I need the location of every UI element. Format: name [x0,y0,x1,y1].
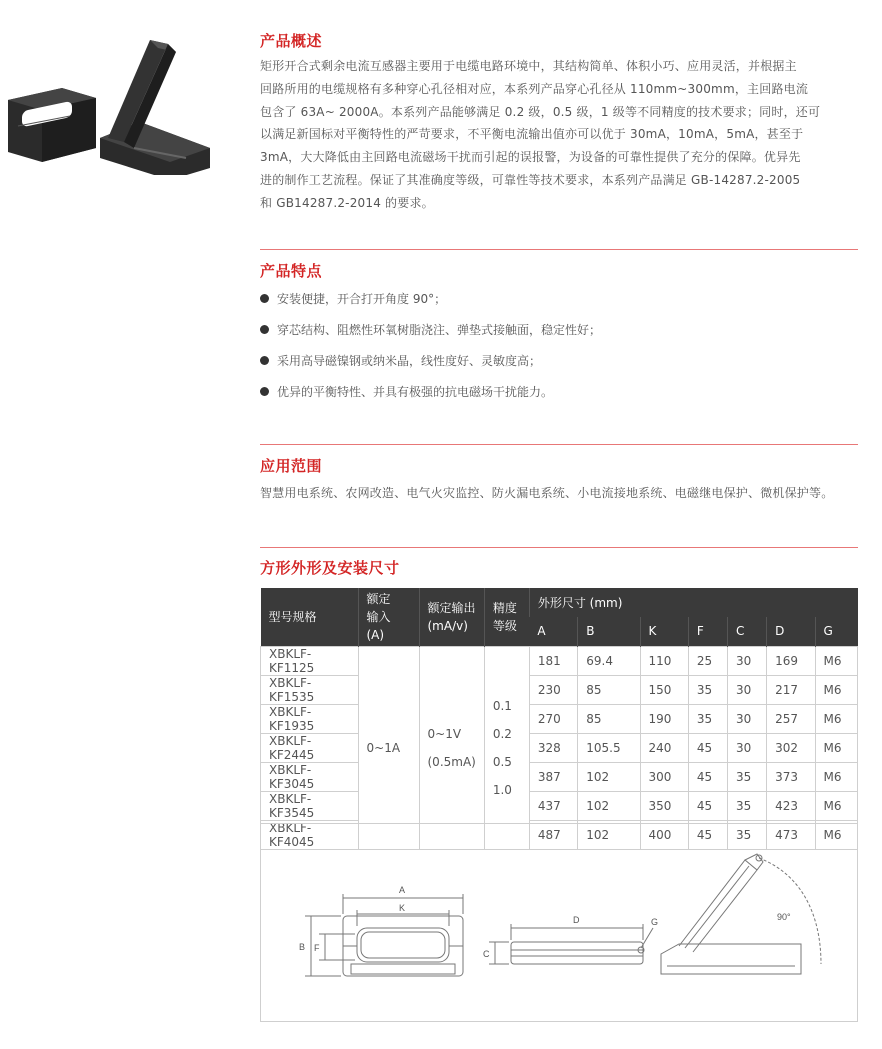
table-row [261,791,858,820]
cell-c: 30 [728,733,767,762]
overview-line: 矩形开合式剩余电流互感器主要用于电缆电路环境中，其结构简单、体积小巧、应用灵活，并根据主 [260,59,797,73]
overview-heading: 产品概述 [260,32,323,50]
cell-b: 102 [578,791,640,820]
cell-a: 181 [529,646,577,675]
dim-label-f: F [314,943,320,953]
dim-label-d: D [573,915,580,925]
cell-c: 35 [728,762,767,791]
cell-f: 45 [688,791,727,820]
cell-model: XBKLF-KF1125 [261,646,359,675]
bullet-icon [260,387,269,396]
cell-k: 150 [640,675,688,704]
dim-label-c: C [483,949,490,959]
cell-input: 0~1A [358,646,419,849]
cell-k: 400 [640,820,688,849]
cell-k: 240 [640,733,688,762]
bullet-icon [260,356,269,365]
cell-output: 0~1V (0.5mA) [419,646,484,849]
cell-model: XBKLF-KF2445 [261,733,359,762]
front-view-drawing [305,894,463,976]
dim-label-g: G [651,917,659,927]
cell-f: 25 [688,646,727,675]
table-row [261,704,858,733]
open-transformer-image [100,40,210,175]
cell-g: M6 [815,675,858,704]
dim-label-k: K [399,903,406,913]
bullet-icon [260,294,269,303]
cell-a: 230 [529,675,577,704]
col-header-input: 额定 输入 (A) [358,588,419,646]
closed-transformer-image [8,88,96,162]
cell-c: 35 [728,791,767,820]
col-header-model: 型号规格 [261,588,359,646]
cell-d: 169 [767,646,815,675]
section-divider [260,444,858,445]
cell-model: XBKLF-KF3045 [261,762,359,791]
applications-heading: 应用范围 [260,457,323,475]
col-header-g: G [815,617,858,646]
col-header-output: 额定输出 (mA/v) [419,588,484,646]
cell-k: 190 [640,704,688,733]
cell-d: 473 [767,820,815,849]
overview-line: 进的制作工艺流程。保证了其准确度等级，可靠性等技术要求，本系列产品满足 GB-14287.2-2005 [260,172,801,187]
cell-g: M6 [815,762,858,791]
table-row [261,733,858,762]
feature-text: 安装便捷，开合打开角度 90°； [277,292,447,306]
features-heading: 产品特点 [260,262,323,280]
feature-text: 穿芯结构、阻燃性环氧树脂浇注、弹垫式接触面，稳定性好； [277,323,602,337]
table-row [261,646,858,675]
feature-text: 优异的平衡特性、并具有极强的抗电磁场干扰能力。 [277,385,554,399]
cell-c: 30 [728,646,767,675]
cell-model: XBKLF-KF3545 [261,791,359,820]
cell-d: 423 [767,791,815,820]
cell-a: 437 [529,791,577,820]
cell-model: XBKLF-KF4045 [261,820,359,849]
overview-line: 和 GB14287.2-2014 的要求。 [260,195,434,210]
cell-a: 487 [529,820,577,849]
dimensions-heading: 方形外形及安装尺寸 [260,559,400,577]
col-header-size: 外形尺寸 (mm) [529,588,857,617]
feature-item [260,383,858,400]
cell-g: M6 [815,791,858,820]
overview-line: 回路所用的电缆规格有多种穿心孔径相对应，本系列产品穿心孔径从 110mm~300mm，主回路电流 [260,81,809,96]
cell-b: 102 [578,762,640,791]
cell-k: 300 [640,762,688,791]
cell-f: 45 [688,762,727,791]
cell-a: 328 [529,733,577,762]
bullet-icon [260,325,269,334]
cell-g: M6 [815,733,858,762]
feature-item [260,290,858,307]
col-header-accuracy: 精度 等级 [484,588,529,646]
cell-f: 35 [688,675,727,704]
cell-c: 35 [728,820,767,849]
cell-a: 387 [529,762,577,791]
overview-paragraph [260,55,858,215]
section-divider [260,249,858,250]
overview-line: 以满足新国标对平衡特性的严苛要求，不平衡电流输出值亦可以优于 30mA，10mA，5mA，甚至于 [260,127,804,142]
col-header-f: F [688,617,727,646]
side-view-drawing [489,924,653,964]
cell-b: 85 [578,675,640,704]
section-divider [260,547,858,548]
feature-text: 采用高导磁镍钢或纳米晶，线性度好、灵敏度高； [277,354,542,368]
cell-k: 110 [640,646,688,675]
col-header-c: C [728,617,767,646]
dim-label-a: A [399,885,406,895]
col-header-b: B [578,617,640,646]
angle-label: 90° [777,912,791,922]
cell-f: 45 [688,820,727,849]
cell-k: 350 [640,791,688,820]
cell-g: M6 [815,820,858,849]
cell-b: 102 [578,820,640,849]
overview-line: 3mA，大大降低由主回路电流磁场干扰而引起的误报警，为设备的可靠性提供了充分的保障。优异先 [260,150,801,165]
cell-b: 105.5 [578,733,640,762]
dimension-diagram [260,823,858,1022]
cell-b: 69.4 [578,646,640,675]
table-row [261,675,858,704]
overview-line: 包含了 63A~ 2000A。本系列产品能够满足 0.2 级，0.5 级，1 级等不同精度的技术要求；同时，还可 [260,104,821,119]
col-header-d: D [767,617,815,646]
open-view-drawing [661,854,821,974]
col-header-k: K [640,617,688,646]
cell-model: XBKLF-KF1535 [261,675,359,704]
cell-g: M6 [815,646,858,675]
cell-f: 35 [688,704,727,733]
applications-text: 智慧用电系统、农网改造、电气火灾监控、防火漏电系统、小电流接地系统、电磁继电保护、微机保护等。 [260,486,834,500]
product-photo [0,30,235,175]
cell-d: 217 [767,675,815,704]
cell-c: 30 [728,675,767,704]
col-header-a: A [529,617,577,646]
cell-d: 302 [767,733,815,762]
cell-d: 257 [767,704,815,733]
cell-b: 85 [578,704,640,733]
spec-table [260,588,858,850]
cell-f: 45 [688,733,727,762]
cell-c: 30 [728,704,767,733]
cell-g: M6 [815,704,858,733]
cell-accuracy: 0.1 0.2 0.5 1.0 [484,646,529,849]
table-row [261,762,858,791]
cell-model: XBKLF-KF1935 [261,704,359,733]
cell-d: 373 [767,762,815,791]
feature-item [260,352,858,369]
dim-label-b: B [299,942,306,952]
feature-item [260,321,858,338]
cell-a: 270 [529,704,577,733]
